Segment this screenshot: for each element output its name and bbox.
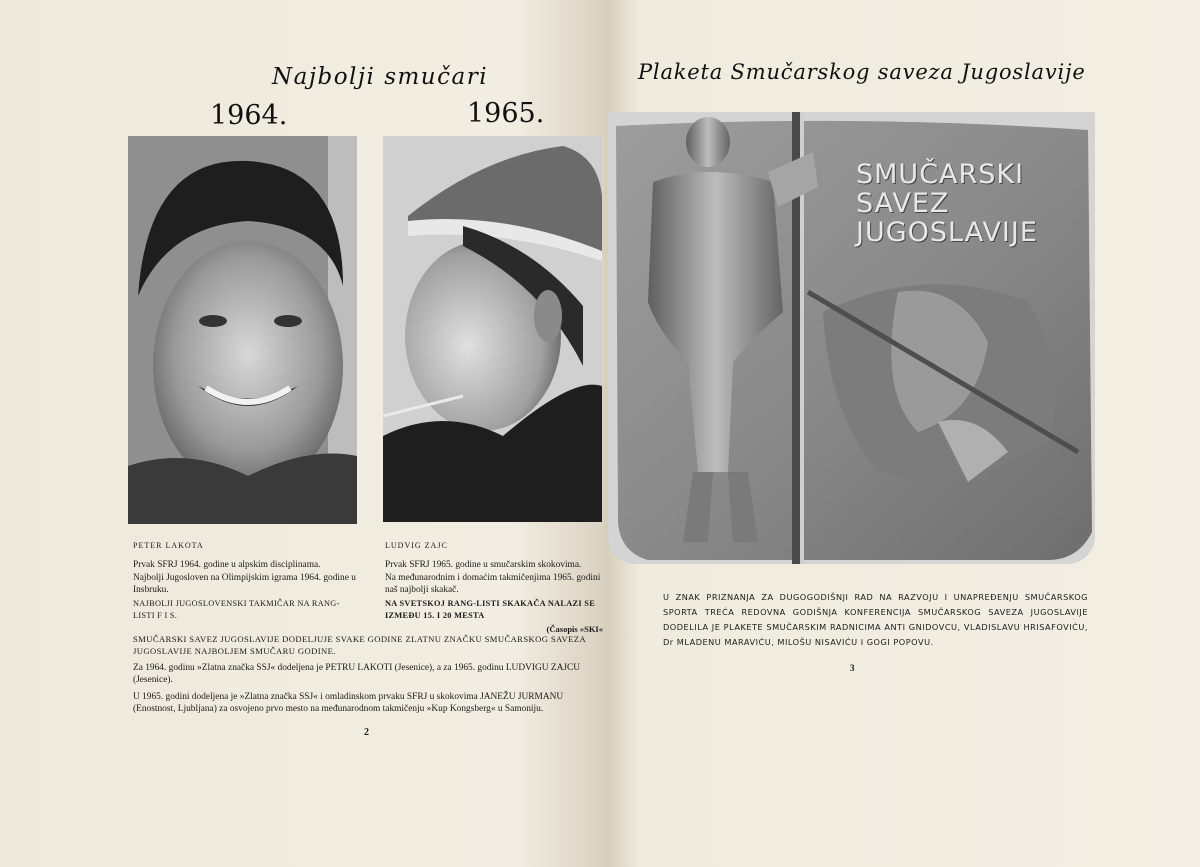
caption-line: Prvak SFRJ 1964. godine u alpskim disciplinama. <box>133 559 321 570</box>
year-1965: 1965. <box>467 98 545 129</box>
caption-name: LUDVIG ZAJC <box>385 541 448 550</box>
photo-ludvig-zajc <box>383 136 602 522</box>
left-body-text <box>133 634 603 718</box>
page-number: 3 <box>850 663 855 673</box>
caption-name: PETER LAKOTA <box>133 541 204 550</box>
caption-line: NAJBOLJI JUGOSLOVENSKI TAKMIČAR NA RANG-LISTI F I S. <box>133 599 340 620</box>
body-paragraph: SMUČARSKI SAVEZ JUGOSLAVIJE DODELJUJE SVAKE GODINE ZLATNU ZNAČKU SMUČARSKOG SAVEZA JUGOSLAVIJE NAJBOLJEM SMUČARU GODINE. <box>133 634 586 656</box>
caption-line: NA SVETSKOJ RANG-LISTI SKAKAČA NALAZI SE IZMEĐU 15. I 20 MESTA <box>385 599 596 620</box>
photo-peter-lakota <box>128 136 357 524</box>
plaque-inscription: SMUČARSKI SAVEZ JUGOSLAVIJE <box>856 159 1038 248</box>
caption-source: (Časopis »SKI« <box>546 623 603 634</box>
page-number: 2 <box>364 727 369 738</box>
portrait-photo-placeholder <box>383 136 602 522</box>
body-paragraph: U 1965. godini dodeljena je »Zlatna značka SSJ« i omladinskom prvaku SFRJ u skokovima JANEŽU JURMANU (Enostnost, Ljubljana) za osvojeno prvo mesto na međunarodnom takmičenju »Kup Kongsberg« u Samoniju. <box>133 692 564 714</box>
caption-peter-lakota <box>133 540 358 624</box>
portrait-photo-placeholder <box>128 136 357 524</box>
right-page-title: Plaketa Smučarskog saveza Jugoslavije <box>638 60 1086 84</box>
body-paragraph: Za 1964. godinu »Zlatna značka SSJ« dodeljena je PETRU LAKOTI (Jesenice), a za 1965. godinu LUDVIGU ZAJCU (Jesenice). <box>133 663 581 685</box>
right-body-text: U ZNAK PRIZNANJA ZA DUGOGODIŠNJI RAD NA RAZVOJU I UNAPREĐENJU SMUČARSKOG SPORTA TREĆA REDOVNA GODIŠNJA KONFERENCIJA SMUČARSKOG SAVEZA JUGOSLAVIJE DODELILA JE PLAKETE SMUČARSKIM RADNICIMA ANTI GNIDOVCU, VLADISLAVU HRISAFOVIĆU, Dr MLADENU MARAVIĆU, MILOŠU NISAVIĆU I GOGI POPOVU. <box>663 592 1088 647</box>
right-page <box>605 0 1200 867</box>
plaque-photo <box>608 112 1095 564</box>
caption-line: Najbolji Jugosloven na Olimpijskim igrama 1964. godine u Insbruku. <box>133 573 356 595</box>
left-page-title: Najbolji smučari <box>272 64 489 90</box>
caption-line: Prvak SFRJ 1965. godine u smučarskim skokovima. <box>385 559 582 570</box>
caption-line: Na međunarodnim i domaćim takmičenjima 1965. godini naš najbolji skakač. <box>385 573 601 595</box>
caption-ludvig-zajc <box>385 540 603 637</box>
year-1964: 1964. <box>210 100 288 131</box>
